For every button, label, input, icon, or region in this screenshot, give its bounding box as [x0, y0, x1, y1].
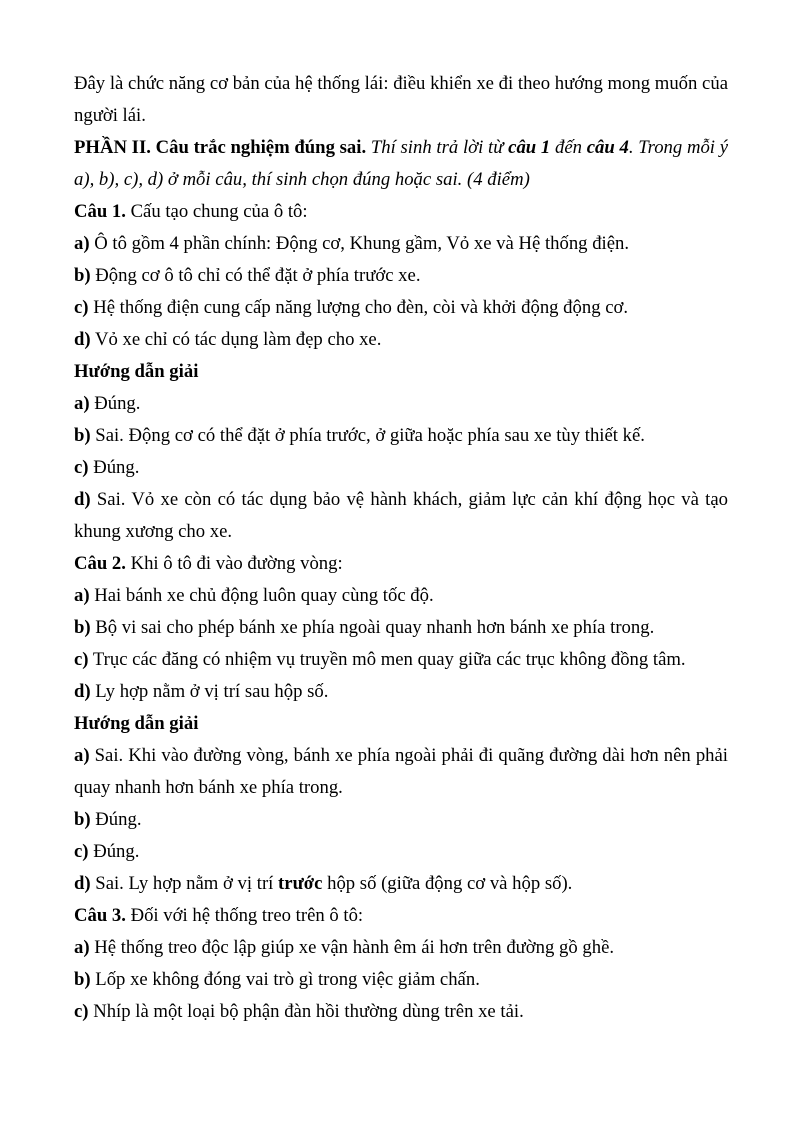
paragraph-q3-title	[74, 900, 728, 932]
paragraph-q3-b	[74, 964, 728, 996]
text-run: c)	[74, 841, 89, 862]
paragraph-q1-sol-b	[74, 420, 728, 452]
text-run: Lốp xe không đóng vai trò gì trong việc giảm chấn.	[90, 969, 480, 990]
text-run: Hướng dẫn giải	[74, 361, 199, 382]
paragraph-q3-a	[74, 932, 728, 964]
text-run: Đúng.	[89, 393, 141, 414]
paragraph-q3-c	[74, 996, 728, 1028]
text-run: a)	[74, 233, 90, 254]
text-run: Hướng dẫn giải	[74, 713, 199, 734]
text-run: b)	[74, 425, 91, 446]
paragraph-q1-sol-d	[74, 484, 728, 548]
paragraph-q1-sol-a	[74, 388, 728, 420]
text-run: d)	[74, 489, 91, 510]
text-run: đến	[550, 137, 587, 158]
paragraph-q1-title	[74, 196, 728, 228]
text-run: hộp số (giữa động cơ và hộp số).	[322, 873, 573, 894]
paragraph-q1-b	[74, 260, 728, 292]
text-run: Trục các đăng có nhiệm vụ truyền mô men quay giữa các trục không đồng tâm.	[88, 649, 686, 670]
text-run: Sai. Khi vào đường vòng, bánh xe phía ngoài phải đi quãng đường dài hơn nên phải quay nhanh hơn bánh xe phía trong.	[74, 745, 728, 798]
paragraph-q1-sol-c	[74, 452, 728, 484]
paragraph-intro	[74, 68, 728, 132]
paragraph-q2-a	[74, 580, 728, 612]
text-run: c)	[74, 457, 89, 478]
paragraph-q2-c	[74, 644, 728, 676]
text-run: a)	[74, 937, 90, 958]
text-run: . Trong mỗi ý a), b), c), d) ở mỗi câu, thí sinh chọn đúng hoặc sai. (4 điểm)	[74, 137, 729, 190]
paragraph-q2-b	[74, 612, 728, 644]
text-run: Sai. Ly hợp nằm ở vị trí	[90, 873, 279, 894]
text-run: câu 1	[508, 137, 551, 158]
text-run: Đúng.	[88, 457, 140, 478]
paragraph-q2-sol-b	[74, 804, 728, 836]
document-body	[74, 68, 728, 1028]
paragraph-q1-d	[74, 324, 728, 356]
paragraph-q2-d	[74, 676, 728, 708]
text-run: Nhíp là một loại bộ phận đàn hồi thường dùng trên xe tải.	[88, 1001, 524, 1022]
text-run: Đúng.	[88, 841, 140, 862]
paragraph-q1-solution-heading	[74, 356, 728, 388]
text-run: c)	[74, 297, 89, 318]
text-run: c)	[74, 1001, 89, 1022]
text-run: b)	[74, 265, 91, 286]
text-run: Đối với hệ thống treo trên ô tô:	[125, 905, 364, 926]
text-run: Bộ vi sai cho phép bánh xe phía ngoài quay nhanh hơn bánh xe phía trong.	[90, 617, 655, 638]
text-run: Đây là chức năng cơ bản của hệ thống lái: điều khiển xe đi theo hướng mong muốn của người lái.	[74, 73, 728, 126]
text-run: b)	[74, 809, 91, 830]
text-run: d)	[74, 681, 91, 702]
text-run: Ô tô gồm 4 phần chính: Động cơ, Khung gầm, Vỏ xe và Hệ thống điện.	[89, 233, 630, 254]
paragraph-q2-sol-c	[74, 836, 728, 868]
paragraph-q2-title	[74, 548, 728, 580]
text-run: a)	[74, 745, 90, 766]
text-run: Câu 3.	[74, 905, 126, 926]
paragraph-q2-solution-heading	[74, 708, 728, 740]
text-run: c)	[74, 649, 89, 670]
text-run: Câu 1.	[74, 201, 126, 222]
text-run: Sai. Vỏ xe còn có tác dụng bảo vệ hành khách, giảm lực cản khí động học và tạo khung xương cho xe.	[74, 489, 728, 542]
text-run: câu 4	[586, 137, 629, 158]
text-run: Hai bánh xe chủ động luôn quay cùng tốc độ.	[89, 585, 434, 606]
text-run: Động cơ ô tô chỉ có thể đặt ở phía trước xe.	[90, 265, 421, 286]
text-run: Đúng.	[90, 809, 142, 830]
text-run: a)	[74, 393, 90, 414]
text-run: b)	[74, 969, 91, 990]
text-run: Thí sinh trả lời từ	[366, 137, 509, 158]
paragraph-part2-heading	[74, 132, 728, 196]
text-run: a)	[74, 585, 90, 606]
text-run: d)	[74, 329, 91, 350]
paragraph-q2-sol-a	[74, 740, 728, 804]
paragraph-q2-sol-d	[74, 868, 728, 900]
paragraph-q1-a	[74, 228, 728, 260]
text-run: Hệ thống treo độc lập giúp xe vận hành êm ái hơn trên đường gồ ghề.	[89, 937, 615, 958]
text-run: Sai. Động cơ có thể đặt ở phía trước, ở giữa hoặc phía sau xe tùy thiết kế.	[90, 425, 645, 446]
paragraph-q1-c	[74, 292, 728, 324]
text-run: Vỏ xe chỉ có tác dụng làm đẹp cho xe.	[90, 329, 382, 350]
text-run: d)	[74, 873, 91, 894]
text-run: Câu 2.	[74, 553, 126, 574]
text-run: trước	[278, 873, 323, 894]
text-run: Cấu tạo chung của ô tô:	[125, 201, 308, 222]
text-run: PHẦN II. Câu trắc nghiệm đúng sai.	[74, 137, 367, 158]
text-run: Hệ thống điện cung cấp năng lượng cho đèn, còi và khởi động động cơ.	[88, 297, 629, 318]
text-run: Ly hợp nằm ở vị trí sau hộp số.	[90, 681, 329, 702]
text-run: Khi ô tô đi vào đường vòng:	[125, 553, 343, 574]
text-run: b)	[74, 617, 91, 638]
